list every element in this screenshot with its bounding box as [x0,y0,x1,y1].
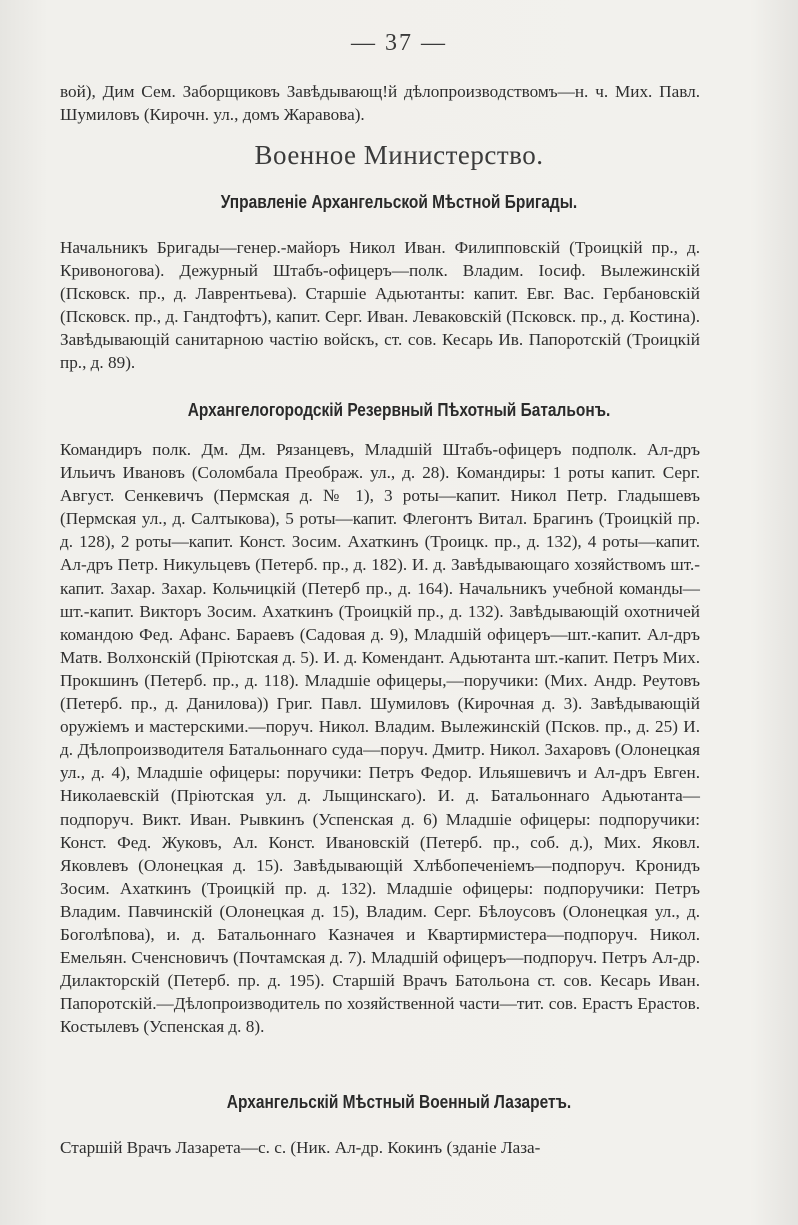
section-text-battalion: Командиръ полк. Дм. Дм. Рязанцевъ, Младшій Штабъ-офицеръ подполк. Ал-дръ Ильичъ Ивановъ (Соломбала Преображ. ул., д. 28). Командиры: 1 роты капит. Серг. Август. Сенкевичъ (Пермская д. № 1), 3 роты—капит. Никол Петр. Гладышевъ (Пермская ул., д. Салтыкова), 5 роты—капит. Флегонтъ Витал. Брагинъ (Троицкій пр. д. 128), 2 роты—капит. Конст. Зосим. Ахаткинъ (Троицк. пр., д. 132), 4 роты—капит. Ал-дръ Петр. Никульцевъ (Петерб. пр., д. 182). И. д. Завѣдывающаго хозяйствомъ шт.-капит. Захар. Захар. Кольчицкій (Петерб пр., д. 164). Начальникъ учебной команды—шт.-капит. Викторъ Зосим. Ахаткинъ (Троицкій пр., д. 132). Завѣдывающій охотничей командою Фед. Афанс. Бараевъ (Садовая д. 9), Младшій офицеръ—шт.-капит. Ал-дръ Матв. Волхонскій (Пріютская д. 5). И. д. Комендант. Адьютанта шт.-капит. Петръ Мих. Прокшинъ (Петерб. пр., д. 118). Младшіе офицеры,—поручики: (Мих. Андр. Реутовъ (Петерб. пр., д. Данилова)) Григ. Павл. Шумиловъ (Кирочная д. 3). Завѣдывающій оружіемъ и мастерскими.—поруч. Никол. Владим. Вылежинскій (Псков. пр., д. 25) И. д. Дѣлопроизводителя Батальоннаго суда—поруч. Дмитр. Никол. Захаровъ (Олонецкая ул., д. 4), Младшіе офицеры: поручики: Петръ Федор. Ильяшевичъ и Ал-дръ Евген. Николаевскій (Пріютская ул. д. Лыщинскаго). И. д. Батальоннаго Адьютанта—подпоруч. Викт. Иван. Рывкинъ (Успенская д. 6) Младшіе офицеры: подпоручики: Конст. Фед. Жуковъ, Ал. Конст. Ивановскій (Петерб. пр., соб. д.), Мих. Яковл. Яковлевъ (Олонецкая д. 15). Завѣдывающій Хлѣбопеченіемъ—подпоруч. Кронидъ Зосим. Ахаткинъ (Троицкій пр. д. 132). Младшіе офицеры: подпоручики: Петръ Владим. Павчинскій (Олонецкая д. 15), Владим. Серг. Бѣлоусовъ (Олонецкая ул., д. Боголѣпова), и. д. Батальоннаго Казначея и Квартирмистера—подпоруч. Никол. Емельян. Сченсновичъ (Почтамская д. 7). Младшій офицеръ—подпоруч. Петръ Ал-др. Дилакторскій (Петерб. пр. д. 195). Старшій Врачъ Батольона ст. сов. Кесарь Иван. Папоротскій.—Дѣлопроизводитель по хозяйственной части—тит. сов. Ерастъ Ерастов. Костылевъ (Успенская д. 8). [60,440,700,1037]
ministry-title: Военное Министерство. [254,140,544,170]
section-text-brigade: Начальникъ Бригады—генер.-майоръ Никол Иван. Филипповскій (Троицкій пр., д. Кривоногова). Дежурный Штабъ-офицеръ—полк. Владим. Іосиф. Вылежинскій (Псковск. пр., д. Лаврентьева). Старшіе Адьютанты: капит. Евг. Вас. Гербановскій (Псковск. пр., д. Гандтофтъ), капит. Серг. Иван. Леваковскій (Псковск. пр., д. Костина). Завѣдывающій санитарною частію войскъ, ст. сов. Кесарь Ив. Папоротскій (Троицкій пр., д. 89). [60,238,700,373]
intro-paragraph: вой), Дим Сем. Заборщиковъ Завѣдывающ!й дѣлопроизводствомъ—н. ч. Мих. Павл. Шумиловъ (Кирочн. ул., домъ Жаравова). [60,82,700,125]
section-heading-battalion: Архангелогородскій Резервный Пѣхотный Батальонъ. [187,400,611,420]
section-heading-hospital: Архангельскій Мѣстный Военный Лазаретъ. [226,1092,572,1112]
page-number: — 37 — [351,30,447,56]
section-text-hospital: Старшій Врачъ Лазарета—с. с. (Ник. Ал-др. Кокинъ (зданіе Лаза- [60,1138,541,1157]
section-heading-brigade: Управленіе Архангельской Мѣстной Бригады. [220,192,578,212]
